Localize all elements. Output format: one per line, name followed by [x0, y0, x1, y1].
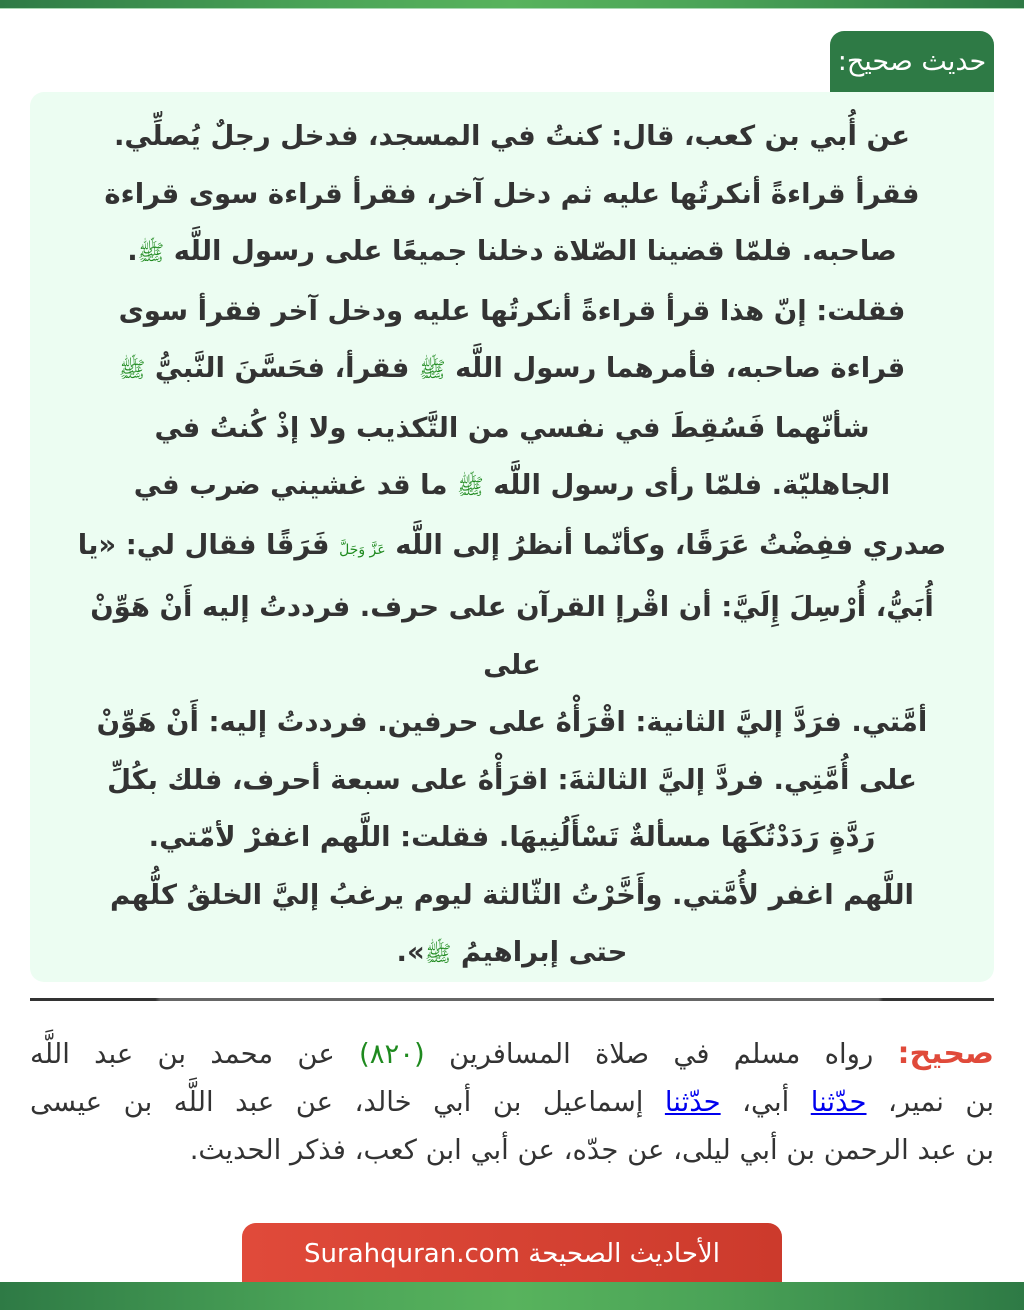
pbuh-icon: ﷺ: [424, 942, 452, 967]
pbuh-icon: ﷺ: [418, 358, 446, 383]
hadith-line: على: [483, 648, 541, 681]
bottom-decorative-bar: [0, 1282, 1024, 1310]
hadith-line: أُبَيُّ، أُرْسِلَ إِلَيَّ: أن اقْرإ القرآن على حرف. فرددتُ إليه أَنْ هَوِّنْ: [90, 591, 934, 623]
top-decorative-bar: [0, 0, 1024, 9]
site-badge[interactable]: الأحاديث الصحيحة Surahquran.com: [242, 1223, 782, 1283]
hadith-line: اللَّهم اغفر لأُمَّتي. وأَخَّرْتُ الثّالثة ليوم يرغبُ إليَّ الخلقُ كلُّهم: [110, 878, 914, 911]
pbuh-icon: ﷺ: [137, 241, 165, 266]
narration-link[interactable]: حدّثنا: [810, 1086, 867, 1118]
hadith-line: شأنّهما فَسُقِطَ في نفسي من التَّكذيب ولا إذْ كُنتُ في: [154, 411, 870, 444]
source-line: صحيح: رواه مسلم في صلاة المسافرين (٨٢٠) عن محمد بن عبد اللَّه: [30, 1036, 994, 1071]
pbuh-icon: ﷺ: [457, 475, 484, 500]
pbuh-icon: ﷺ: [118, 358, 146, 383]
hadith-line: حتى إبراهيمُ ﷺ».: [396, 936, 628, 968]
hadith-line: صدري ففِضْتُ عَرَقًا، وكأنّما أنظرُ إلى اللَّه عَزَّ وَجَلَّ فَرَقًا فقال لي: «يا: [77, 528, 947, 561]
source-line: بن عبد الرحمن بن أبي ليلى، عن جدّه، عن أبي ابن كعب، فذكر الحديث.: [189, 1134, 994, 1166]
hadith-line: فقلت: إنّ هذا قرأ قراءةً أنكرتُها عليه ودخل آخر فقرأ سوى: [118, 294, 906, 327]
narration-link[interactable]: حدّثنا: [664, 1086, 721, 1118]
hadith-text-box: [30, 92, 994, 982]
hadith-line: قراءة صاحبه، فأمرهما رسول اللَّه ﷺ فقرأ، فحَسَّنَ النَّبيُّ ﷺ: [118, 352, 906, 384]
hadith-source: [30, 1030, 994, 1174]
hadith-grade-tab: حديث صحيح:: [830, 31, 994, 93]
grade-label: صحيح:: [897, 1036, 994, 1071]
reference-number: (٨٢٠): [358, 1038, 425, 1070]
hadith-line: فقرأ قراءةً أنكرتُها عليه ثم دخل آخر، فقرأ قراءة سوى قراءة: [104, 177, 920, 210]
section-divider: [30, 998, 994, 1001]
source-line: بن نمير، حدّثنا أبي، حدّثنا إسماعيل بن أبي خالد، عن عبد اللَّه بن عيسى: [30, 1086, 994, 1118]
azza-wa-jalla-icon: عَزَّ وَجَلَّ: [339, 541, 386, 558]
hadith-line: عن أُبي بن كعب، قال: كنتُ في المسجد، فدخل رجلٌ يُصلِّي.: [113, 120, 911, 152]
hadith-line: رَدَّةٍ رَدَدْتُكَهَا مسألةٌ تَسْأَلُنِيهَا. فقلت: اللَّهم اغفرْ لأمّتي.: [148, 821, 876, 853]
hadith-line: صاحبه. فلمّا قضينا الصّلاة دخلنا جميعًا على رسول اللَّه ﷺ.: [127, 235, 897, 267]
hadith-line: على أُمَّتِي. فردَّ إليَّ الثالثةَ: اقرَأْهُ على سبعة أحرف، فلك بكُلِّ: [107, 763, 917, 796]
hadith-line: أمَّتي. فرَدَّ إليَّ الثانية: اقْرَأْهُ على حرفين. فرددتُ إليه: أَنْ هَوِّنْ: [96, 706, 928, 738]
hadith-line: الجاهليّة. فلمّا رأى رسول اللَّه ﷺ ما قد غشيني ضرب في: [133, 469, 891, 501]
